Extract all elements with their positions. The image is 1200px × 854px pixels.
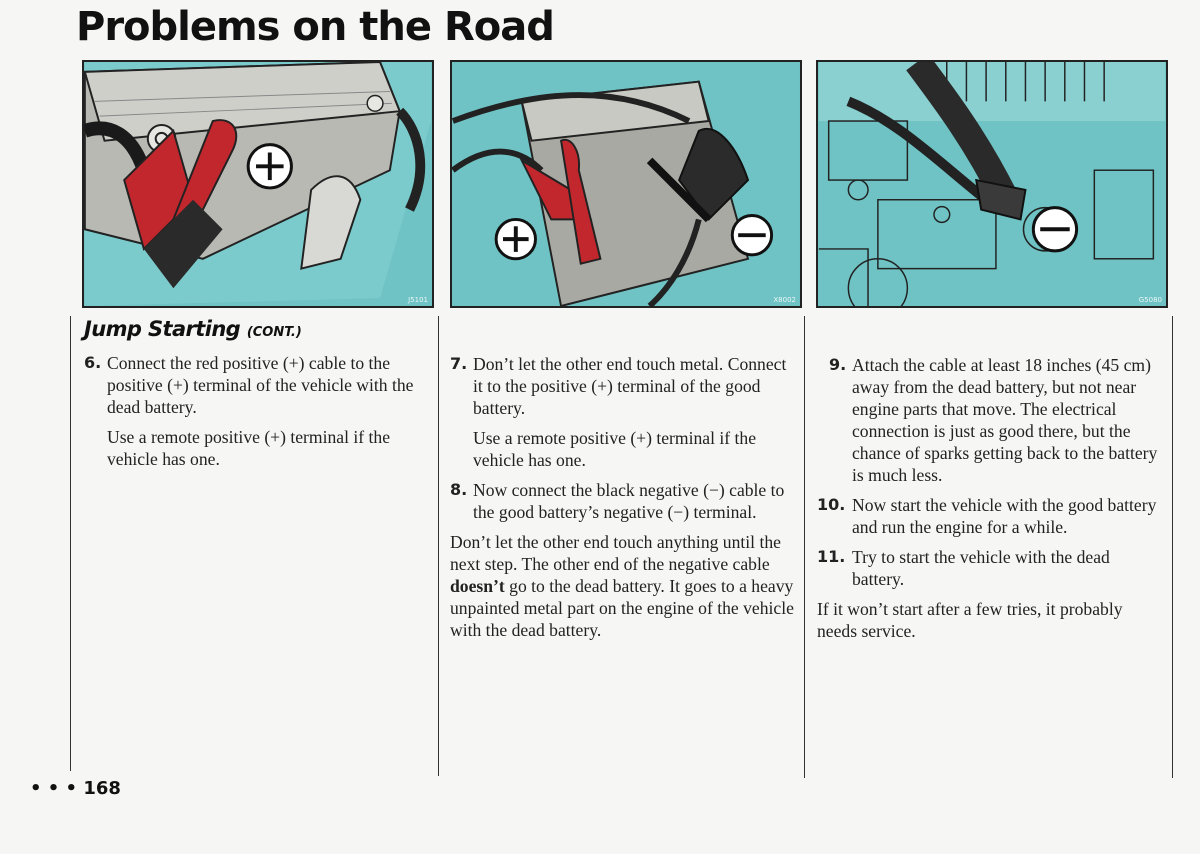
- page-title: Problems on the Road: [76, 4, 554, 50]
- step-6: [84, 352, 429, 418]
- column-rule-left: [70, 316, 71, 771]
- battery-illustration-1: [84, 62, 432, 306]
- figure-positive-clamp-dead-battery: [82, 60, 434, 308]
- step-number: 7.: [450, 354, 468, 373]
- step-7-note: Use a remote positive (+) terminal if the vehicle has one.: [473, 428, 757, 470]
- section-title: Jump Starting: [84, 317, 241, 341]
- step-text: Try to start the vehicle with the dead battery.: [852, 547, 1110, 589]
- column-1: [84, 352, 429, 478]
- step-11: [817, 546, 1162, 590]
- emphasis-doesnt: doesn’t: [450, 576, 505, 596]
- step-10: [817, 494, 1162, 538]
- step-text: Attach the cable at least 18 inches (45 cm) away from the dead battery, but not near engine parts that move. The electrical connection is just as good there, but the chance of sparks getting back to the battery is much less.: [852, 355, 1158, 485]
- page-number: • • • 168: [30, 778, 121, 799]
- step-text: Don’t let the other end touch metal. Connect it to the positive (+) terminal of the good battery.: [473, 354, 787, 418]
- caution-paragraph: [450, 531, 795, 641]
- step-text: Connect the red positive (+) cable to the positive (+) terminal of the vehicle with the dead battery.: [107, 353, 414, 417]
- step-9: [817, 354, 1162, 486]
- step-8: [450, 479, 795, 523]
- figure-good-battery-connections: [450, 60, 802, 308]
- column-2: [450, 353, 795, 649]
- section-heading: [84, 317, 302, 341]
- step-text: Now connect the black negative (−) cable to the good battery’s negative (−) terminal.: [473, 480, 785, 522]
- para-text-2: go to the dead battery. It goes to a heavy unpainted metal part on the engine of the vehicle with the dead battery.: [450, 576, 794, 640]
- section-cont-label: (CONT.): [246, 325, 302, 340]
- figure-code: G5080: [1138, 296, 1162, 304]
- battery-illustration-2: [452, 62, 800, 306]
- figure-code: X8002: [773, 296, 796, 304]
- figure-code: J5101: [408, 296, 428, 304]
- step-number: 10.: [817, 495, 846, 514]
- engine-illustration-3: [818, 62, 1166, 306]
- step-number: 11.: [817, 547, 846, 566]
- closing-paragraph: If it won’t start after a few tries, it probably needs service.: [817, 599, 1123, 641]
- column-rule-right: [1172, 316, 1173, 778]
- step-number: 9.: [829, 355, 847, 374]
- step-7: [450, 353, 795, 419]
- step-text: Now start the vehicle with the good battery and run the engine for a while.: [852, 495, 1157, 537]
- figure-engine-ground-connection: [816, 60, 1168, 308]
- step-6-note: Use a remote positive (+) terminal if the vehicle has one.: [107, 427, 391, 469]
- step-number: 6.: [84, 353, 102, 372]
- step-number: 8.: [450, 480, 468, 499]
- column-rule-2: [438, 316, 439, 776]
- para-text-1: Don’t let the other end touch anything until the next step. The other end of the negative cable: [450, 532, 781, 574]
- column-rule-3: [804, 316, 805, 778]
- column-3: [817, 354, 1162, 650]
